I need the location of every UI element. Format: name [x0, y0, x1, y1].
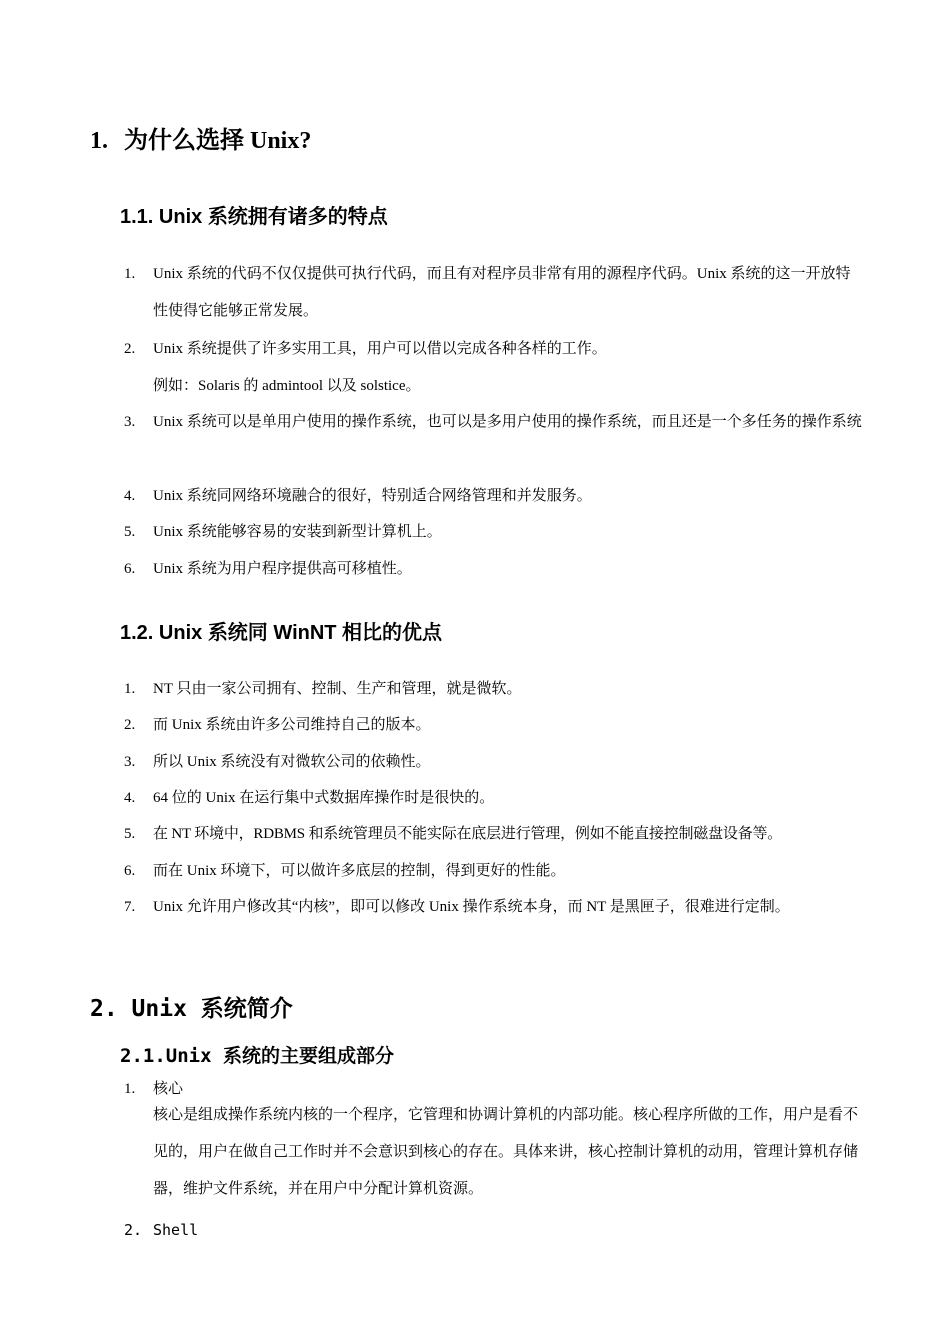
list-item: [124, 551, 864, 588]
list-item: [124, 816, 864, 853]
list-number: 4.: [124, 790, 136, 806]
list-item: [124, 707, 864, 744]
list-text: 而 Unix 系统由许多公司维持自己的版本。: [153, 717, 431, 733]
list-number: 1.: [124, 1081, 136, 1097]
list-number: 5.: [124, 826, 136, 842]
list-text: 在 NT 环境中，RDBMS 和系统管理员不能实际在底层进行管理，例如不能直接控制磁盘设备等。: [153, 826, 783, 842]
list-item: [124, 744, 864, 781]
list-label: Shell: [153, 1221, 199, 1239]
list-number: 2.: [124, 341, 136, 357]
list-item: [124, 404, 864, 441]
list-number: 1.: [124, 266, 136, 282]
list-text: Unix 系统的代码不仅仅提供可执行代码，而且有对程序员非常有用的源程序代码。Unix 系统的这一开放特性使得它能够正常发展。: [153, 266, 851, 319]
list-text: NT 只由一家公司拥有、控制、生产和管理，就是微软。: [153, 681, 522, 697]
list-item: [124, 331, 864, 405]
heading-number: 1.: [90, 128, 108, 154]
list-number: 3.: [124, 754, 136, 770]
list-item: [124, 478, 864, 515]
list-label: 核心: [153, 1081, 184, 1097]
list-number: 2.: [124, 717, 136, 733]
list-item: [124, 671, 864, 708]
list-item: [124, 780, 864, 817]
list-text: 所以 Unix 系统没有对微软公司的依赖性。: [153, 754, 431, 770]
list-body-text: 核心是组成操作系统内核的一个程序，它管理和协调计算机的内部功能。核心程序所做的工作，用户是看不见的，用户在做自己工作时并不会意识到核心的存在。具体来讲，核心控制计算机的动用，管理计算机存储器，维护文件系统，并在用户中分配计算机资源。: [153, 1107, 859, 1197]
list-item: [124, 889, 864, 926]
list-item: [124, 853, 864, 890]
heading-text: 为什么选择 Unix?: [124, 128, 312, 154]
heading-section-1-2: 1.2. Unix 系统同 WinNT 相比的优点: [120, 622, 443, 644]
list-number: 1.: [124, 681, 136, 697]
list-number: 5.: [124, 524, 136, 540]
list-example-text: 例如：Solaris 的 admintool 以及 solstice。: [153, 378, 421, 394]
list-number: 2.: [124, 1221, 143, 1239]
list-number: 3.: [124, 414, 136, 430]
list-text: Unix 系统为用户程序提供高可移植性。: [153, 561, 412, 577]
list-text: Unix 允许用户修改其“内核”，即可以修改 Unix 操作系统本身，而 NT 是黑匣子，很难进行定制。: [153, 899, 790, 915]
list-item: [124, 256, 864, 330]
list-number: 6.: [124, 561, 136, 577]
list-number: 6.: [124, 863, 136, 879]
heading-section-2: 2. Unix 系统简介: [90, 996, 293, 1022]
list-number: 7.: [124, 899, 136, 915]
list-text: Unix 系统同网络环境融合的很好，特别适合网络管理和并发服务。: [153, 488, 592, 504]
list-item: [124, 514, 864, 551]
list-item: [124, 1212, 864, 1249]
heading-section-1: [90, 120, 311, 155]
list-text: 而在 Unix 环境下，可以做许多底层的控制，得到更好的性能。: [153, 863, 566, 879]
list-item-body: [153, 1097, 864, 1208]
heading-section-2-1: 2.1.Unix 系统的主要组成部分: [120, 1045, 394, 1067]
list-text: Unix 系统提供了许多实用工具，用户可以借以完成各种各样的工作。: [153, 341, 607, 357]
list-text: Unix 系统可以是单用户使用的操作系统，也可以是多用户使用的操作系统，而且还是一个多任务的操作系统: [153, 414, 862, 430]
list-number: 4.: [124, 488, 136, 504]
heading-section-1-1: 1.1. Unix 系统拥有诸多的特点: [120, 206, 388, 228]
list-text: Unix 系统能够容易的安装到新型计算机上。: [153, 524, 442, 540]
list-text: 64 位的 Unix 在运行集中式数据库操作时是很快的。: [153, 790, 495, 806]
